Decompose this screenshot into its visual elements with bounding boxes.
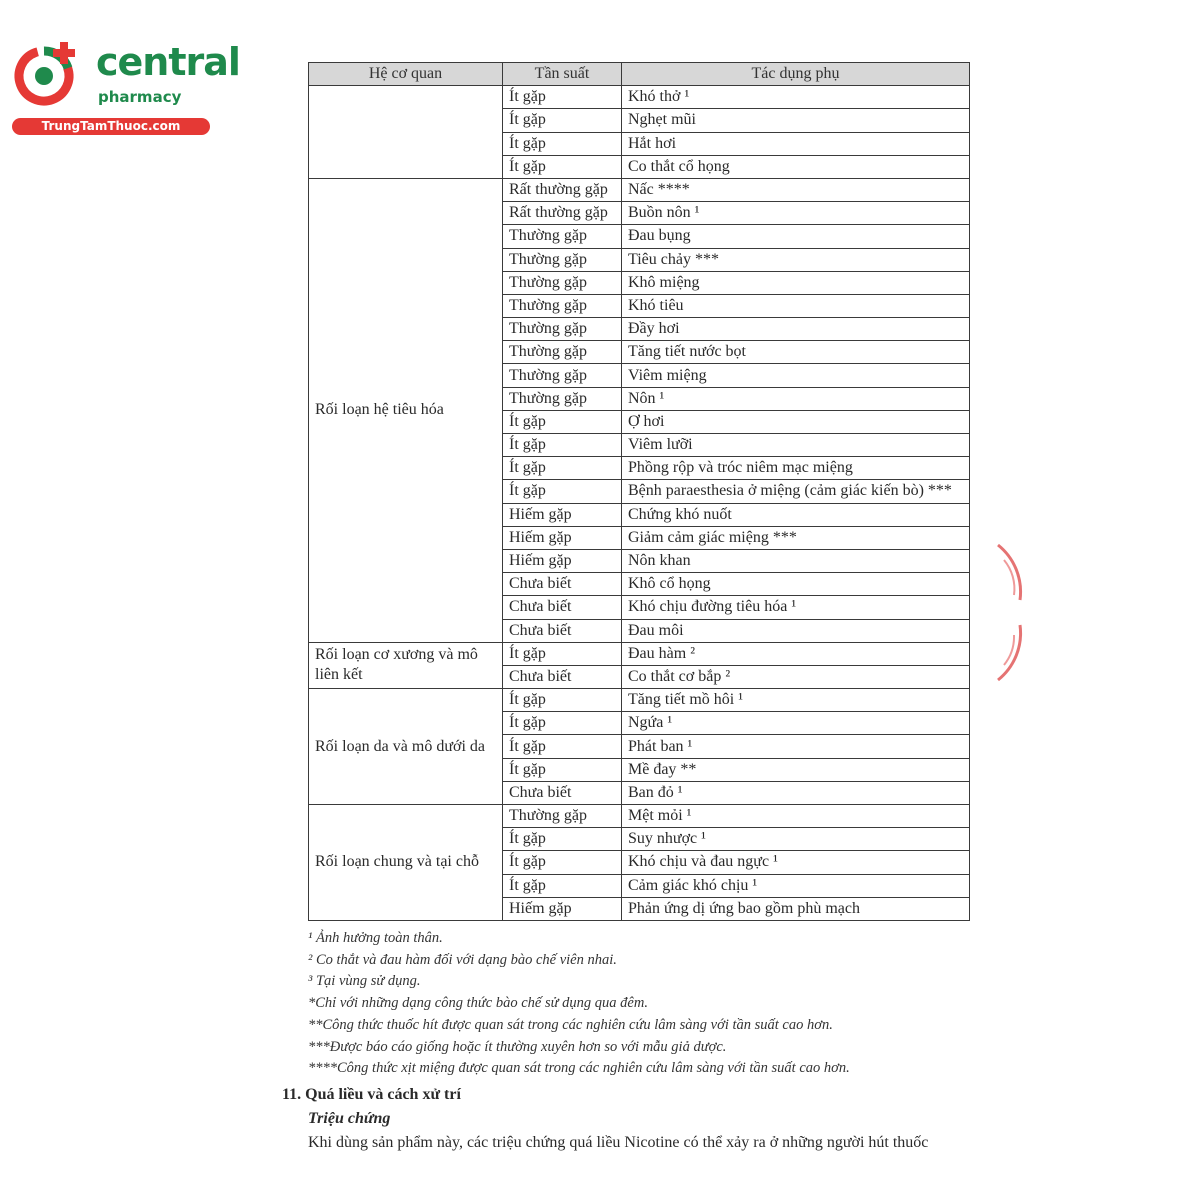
side-effect-cell: Ợ hơi <box>622 410 970 433</box>
frequency-cell: Ít gặp <box>503 851 622 874</box>
frequency-cell: Chưa biết <box>503 665 622 688</box>
side-effect-cell: Co thắt cơ bắp ² <box>622 665 970 688</box>
side-effect-cell: Tăng tiết mồ hôi ¹ <box>622 689 970 712</box>
side-effect-cell: Viêm miệng <box>622 364 970 387</box>
side-effects-table <box>308 62 970 921</box>
side-effect-cell: Buồn nôn ¹ <box>622 202 970 225</box>
frequency-cell: Ít gặp <box>503 828 622 851</box>
pharmacy-cross-logo-icon <box>10 38 82 110</box>
organ-system-cell <box>309 86 503 179</box>
side-effect-cell: Giảm cảm giác miệng *** <box>622 526 970 549</box>
frequency-cell: Ít gặp <box>503 712 622 735</box>
frequency-cell: Ít gặp <box>503 480 622 503</box>
frequency-cell: Ít gặp <box>503 109 622 132</box>
footnote: ¹ Ảnh hưởng toàn thân. <box>308 930 443 946</box>
frequency-cell: Ít gặp <box>503 689 622 712</box>
footnote: ****Công thức xịt miệng được quan sát trong các nghiên cứu lâm sàng với tần suất cao hơn. <box>308 1060 850 1077</box>
table-body <box>309 86 970 921</box>
organ-system-cell: Rối loạn hệ tiêu hóa <box>309 178 503 642</box>
frequency-cell: Thường gặp <box>503 341 622 364</box>
frequency-cell: Thường gặp <box>503 294 622 317</box>
frequency-cell: Ít gặp <box>503 642 622 665</box>
side-effect-cell: Đau môi <box>622 619 970 642</box>
side-effect-cell: Mề đay ** <box>622 758 970 781</box>
frequency-cell: Hiếm gặp <box>503 897 622 920</box>
side-effect-cell: Hắt hơi <box>622 132 970 155</box>
frequency-cell: Ít gặp <box>503 874 622 897</box>
side-effect-cell: Nôn ¹ <box>622 387 970 410</box>
frequency-cell: Ít gặp <box>503 410 622 433</box>
side-effect-cell: Khô cổ họng <box>622 573 970 596</box>
side-effect-cell: Cảm giác khó chịu ¹ <box>622 874 970 897</box>
footnotes <box>308 928 988 1080</box>
side-effect-cell: Suy nhược ¹ <box>622 828 970 851</box>
frequency-cell: Ít gặp <box>503 86 622 109</box>
frequency-cell: Rất thường gặp <box>503 178 622 201</box>
frequency-cell: Thường gặp <box>503 318 622 341</box>
frequency-cell: Ít gặp <box>503 155 622 178</box>
side-effect-cell: Phồng rộp và tróc niêm mạc miệng <box>622 457 970 480</box>
frequency-cell: Thường gặp <box>503 805 622 828</box>
side-effect-cell: Tiêu chảy *** <box>622 248 970 271</box>
footnote: ***Được báo cáo giống hoặc ít thường xuyên hơn so với mẫu giả dược. <box>308 1038 727 1055</box>
frequency-cell: Ít gặp <box>503 434 622 457</box>
side-effect-cell: Chứng khó nuốt <box>622 503 970 526</box>
section-heading: 11. Quá liều và cách xử trí <box>282 1086 461 1103</box>
frequency-cell: Ít gặp <box>503 132 622 155</box>
frequency-cell: Hiếm gặp <box>503 503 622 526</box>
section-subheading: Triệu chứng <box>308 1110 391 1127</box>
organ-system-cell: Rối loạn chung và tại chỗ <box>309 805 503 921</box>
footnote: ³ Tại vùng sử dụng. <box>308 973 421 990</box>
brand-url: TrungTamThuoc.com <box>12 118 210 135</box>
brand-name: central <box>96 40 240 84</box>
frequency-cell: Thường gặp <box>503 387 622 410</box>
side-effect-cell: Nôn khan <box>622 549 970 572</box>
footnote: **Công thức thuốc hít được quan sát trong các nghiên cứu lâm sàng với tần suất cao hơn. <box>308 1016 833 1033</box>
frequency-cell: Thường gặp <box>503 248 622 271</box>
frequency-cell: Chưa biết <box>503 619 622 642</box>
side-effect-cell: Mệt mỏi ¹ <box>622 805 970 828</box>
side-effect-cell: Nghẹt mũi <box>622 109 970 132</box>
header-side-effect: Tác dụng phụ <box>622 63 970 86</box>
side-effect-cell: Khó tiêu <box>622 294 970 317</box>
frequency-cell: Thường gặp <box>503 225 622 248</box>
footnote: ² Co thắt và đau hàm đối với dạng bào chế viên nhai. <box>308 951 617 968</box>
table-row <box>309 642 970 665</box>
table-row <box>309 86 970 109</box>
frequency-cell: Chưa biết <box>503 781 622 804</box>
side-effect-cell: Khó chịu đường tiêu hóa ¹ <box>622 596 970 619</box>
header-organ-system: Hệ cơ quan <box>309 63 503 86</box>
table-row <box>309 805 970 828</box>
frequency-cell: Chưa biết <box>503 596 622 619</box>
stamp-fragment <box>990 540 1030 690</box>
header-frequency: Tần suất <box>503 63 622 86</box>
side-effect-cell: Đau bụng <box>622 225 970 248</box>
side-effect-cell: Đau hàm ² <box>622 642 970 665</box>
frequency-cell: Thường gặp <box>503 364 622 387</box>
side-effect-cell: Phản ứng dị ứng bao gồm phù mạch <box>622 897 970 920</box>
frequency-cell: Rất thường gặp <box>503 202 622 225</box>
side-effect-cell: Đầy hơi <box>622 318 970 341</box>
frequency-cell: Ít gặp <box>503 457 622 480</box>
body-paragraph: Khi dùng sản phẩm này, các triệu chứng quá liều Nicotine có thể xảy ra ở những người hút thuốc <box>308 1134 929 1151</box>
organ-system-cell: Rối loạn cơ xương và mô liên kết <box>309 642 503 688</box>
frequency-cell: Ít gặp <box>503 758 622 781</box>
side-effect-cell: Khó thở ¹ <box>622 86 970 109</box>
side-effect-cell: Khó chịu và đau ngực ¹ <box>622 851 970 874</box>
side-effect-cell: Ngứa ¹ <box>622 712 970 735</box>
side-effect-cell: Co thắt cổ họng <box>622 155 970 178</box>
side-effect-cell: Nấc **** <box>622 178 970 201</box>
table-header-row <box>309 63 970 86</box>
side-effect-cell: Viêm lưỡi <box>622 434 970 457</box>
table-row <box>309 689 970 712</box>
frequency-cell: Ít gặp <box>503 735 622 758</box>
side-effect-cell: Bệnh paraesthesia ở miệng (cảm giác kiến bò) *** <box>622 480 970 503</box>
side-effect-cell: Tăng tiết nước bọt <box>622 341 970 364</box>
frequency-cell: Hiếm gặp <box>503 526 622 549</box>
side-effect-cell: Khô miệng <box>622 271 970 294</box>
table-row <box>309 178 970 201</box>
frequency-cell: Chưa biết <box>503 573 622 596</box>
frequency-cell: Thường gặp <box>503 271 622 294</box>
side-effect-cell: Ban đỏ ¹ <box>622 781 970 804</box>
brand-subtitle: pharmacy <box>98 88 182 106</box>
organ-system-cell: Rối loạn da và mô dưới da <box>309 689 503 805</box>
central-pharmacy-logo <box>10 38 240 138</box>
footnote: *Chỉ với những dạng công thức bào chế sử dụng qua đêm. <box>308 995 648 1012</box>
frequency-cell: Hiếm gặp <box>503 549 622 572</box>
side-effect-cell: Phát ban ¹ <box>622 735 970 758</box>
